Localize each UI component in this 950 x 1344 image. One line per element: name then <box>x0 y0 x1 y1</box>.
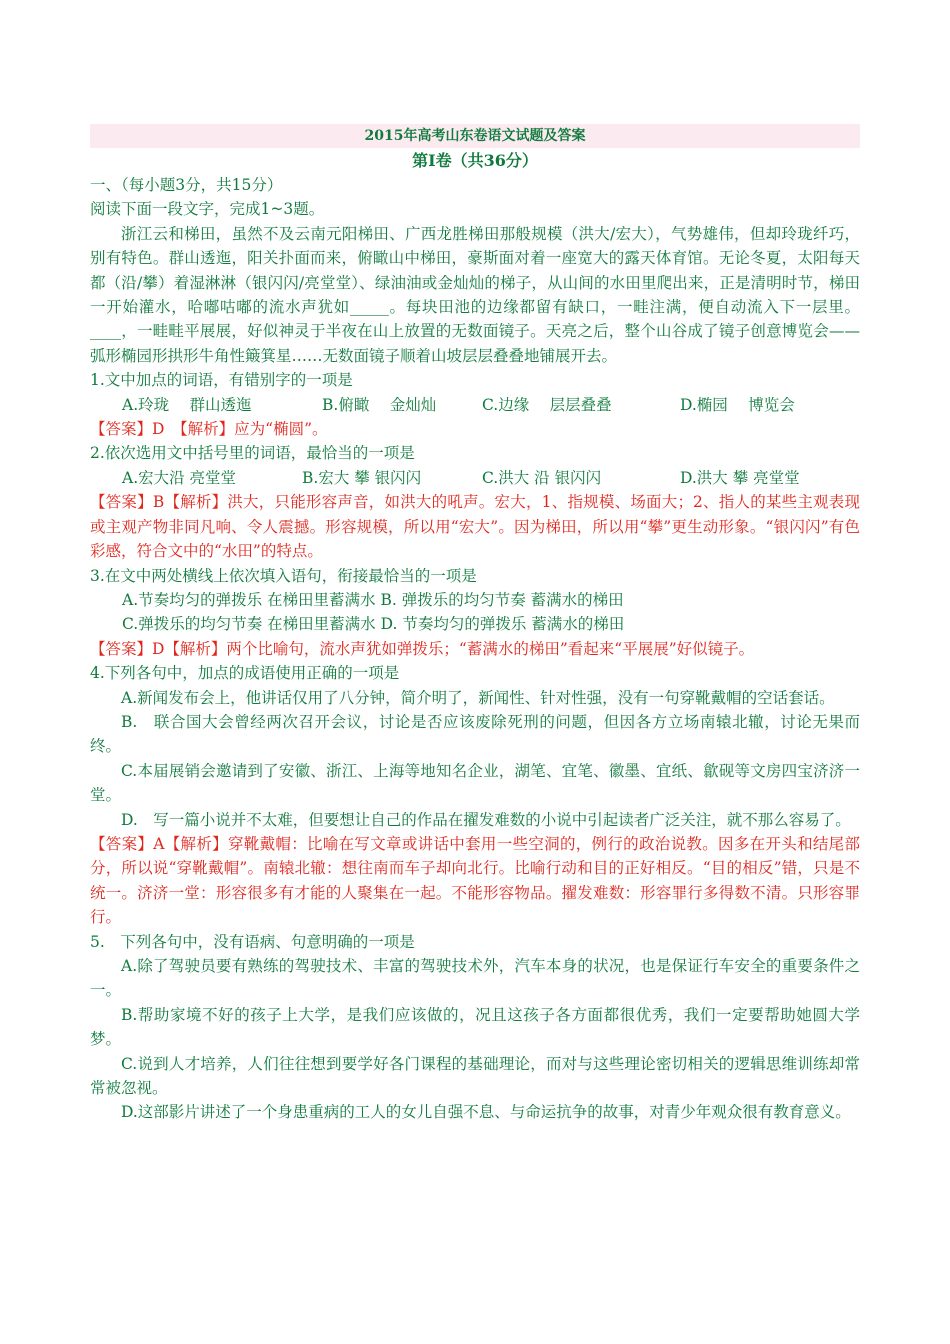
question-4-stem: 4.下列各句中，加点的成语使用正确的一项是 <box>90 664 400 683</box>
question-5-option-d: D.这部影片讲述了一个身患重病的工人的女儿自强不息、与命运抗争的故事，对青少年观众很有教育意义。 <box>121 1103 851 1122</box>
reading-instruction: 阅读下面一段文字，完成1~3题。 <box>90 200 325 219</box>
question-1-stem: 1.文中加点的词语，有错别字的一项是 <box>90 371 353 390</box>
question-5-option-a: A.除了驾驶员要有熟练的驾驶技术、丰富的驾驶技术外，汽车本身的状况，也是保证行车安全的重要条件之一。 <box>90 957 860 1000</box>
document-title: 2015年高考山东卷语文试题及答案 <box>90 124 860 148</box>
question-3-options-row-2: C.弹拨乐的均匀节奏 在梯田里蓄满水 D. 节奏均匀的弹拨乐 蓄满水的梯田 <box>122 615 625 634</box>
question-1-option-a: A.玲珑 群山透迤 <box>122 395 252 414</box>
question-5-option-c: C.说到人才培养，人们往往想到要学好各门课程的基础理论，而对与这些理论密切相关的逻辑思维训练却常常被忽视。 <box>90 1054 860 1098</box>
exam-page <box>90 124 860 1125</box>
question-2-option-c: C.洪大 沿 银闪闪 <box>482 468 602 487</box>
question-3-answer: 【答案】D【解析】两个比喻句，流水声犹如弹拨乐；“蓄满水的梯田”看起来“平展展”好似镜子。 <box>90 639 755 658</box>
question-1-answer: 【答案】D 【解析】应为“椭圆”。 <box>90 420 328 439</box>
question-2-option-b: B.宏大 攀 银闪闪 <box>302 468 422 487</box>
document-subtitle: 第Ⅰ卷（共36分） <box>412 151 538 170</box>
question-1-option-b: B.俯瞰 金灿灿 <box>322 395 437 414</box>
question-4-option-c: C.本届展销会邀请到了安徽、浙江、上海等地知名企业，湖笔、宜笔、徽墨、宜纸、歙砚等文房四宝济济一堂。 <box>90 761 860 805</box>
reading-passage: 浙江云和梯田，虽然不及云南元阳梯田、广西龙胜梯田那般规模（洪大/宏大），气势雄伟，但却玲珑纤巧，别有特色。群山透迤，阳关扑面而来，俯瞰山中梯田，豪斯面对着一座宽大的露天体育馆。无论冬夏，太阳每天都（沿/攀）着湿淋淋（银闪闪/亮堂堂）、绿油油或金灿灿的梯子，从山间的水田里爬出来，正是清明时节，梯田一开始灌水，哈嘟咕嘟的流水声犹如_____。每块田池的边缘都留有缺口，一畦注满，便自动流入下一层里。____，一畦畦平展展，好似神灵于半夜在山上放置的无数面镜子。天亮之后，整个山谷成了镜子创意博览会——弧形椭园形拱形牛角性簸箕星……无数面镜子顺着山坡层层叠叠地铺展开去。 <box>90 224 860 365</box>
question-5-stem: 5. 下列各句中，没有语病、句意明确的一项是 <box>90 932 415 951</box>
question-1-options <box>90 393 860 417</box>
section-header: 一、（每小题3分，共15分） <box>90 176 283 194</box>
question-3-stem: 3.在文中两处横线上依次填入语句，衔接最恰当的一项是 <box>90 566 477 585</box>
question-1-option-d: D.椭园 博览会 <box>680 395 795 414</box>
question-2-option-d: D.洪大 攀 亮堂堂 <box>680 468 800 487</box>
question-4-option-a: A.新闻发布会上，他讲话仅用了八分钟，简介明了，新闻性、针对性强，没有一句穿靴戴帽的空话套话。 <box>121 688 835 707</box>
question-1-option-c: C.边缘 层层叠叠 <box>482 395 612 414</box>
question-5-option-b: B.帮助家境不好的孩子上大学，是我们应该做的，况且这孩子各方面都很优秀，我们一定要帮助她圆大学梦。 <box>90 1005 860 1049</box>
question-2-option-a: A.宏大沿 亮堂堂 <box>122 468 237 487</box>
question-2-stem: 2.依次选用文中括号里的词语，最恰当的一项是 <box>90 444 415 463</box>
question-4-answer: 【答案】A【解析】穿靴戴帽：比喻在写文章或讲话中套用一些空洞的，例行的政治说教。因多在开头和结尾部分，所以说“穿靴戴帽”。南辕北辙：想往南而车子却向北行。比喻行动和目的正好相反。“目的相反”错，只是不统一。济济一堂：形容很多有才能的人聚集在一起。不能形容物品。擢发难数：形容罪行多得数不清。只形容罪行。 <box>90 834 860 927</box>
question-4-option-d: D. 写一篇小说并不太难，但要想让自己的作品在擢发难数的小说中引起读者广泛关注，就不那么容易了。 <box>121 810 851 829</box>
question-3-options-row-1: A.节奏均匀的弹拨乐 在梯田里蓄满水 B. 弹拨乐的均匀节奏 蓄满水的梯田 <box>122 590 624 609</box>
question-2-options <box>90 466 860 490</box>
question-4-option-b: B. 联合国大会曾经两次召开会议，讨论是否应该废除死刑的问题，但因各方立场南辕北辙，讨论无果而终。 <box>90 712 860 756</box>
question-2-answer: 【答案】B【解析】洪大，只能形容声音，如洪大的吼声。宏大，1、指规模、场面大；2、指人的某些主观表现或主观产物非同凡响、令人震撼。形容规模，所以用“宏大”。因为梯田，所以用“攀”更生动形象。“银闪闪”有色彩感，符合文中的“水田”的特点。 <box>90 493 860 561</box>
